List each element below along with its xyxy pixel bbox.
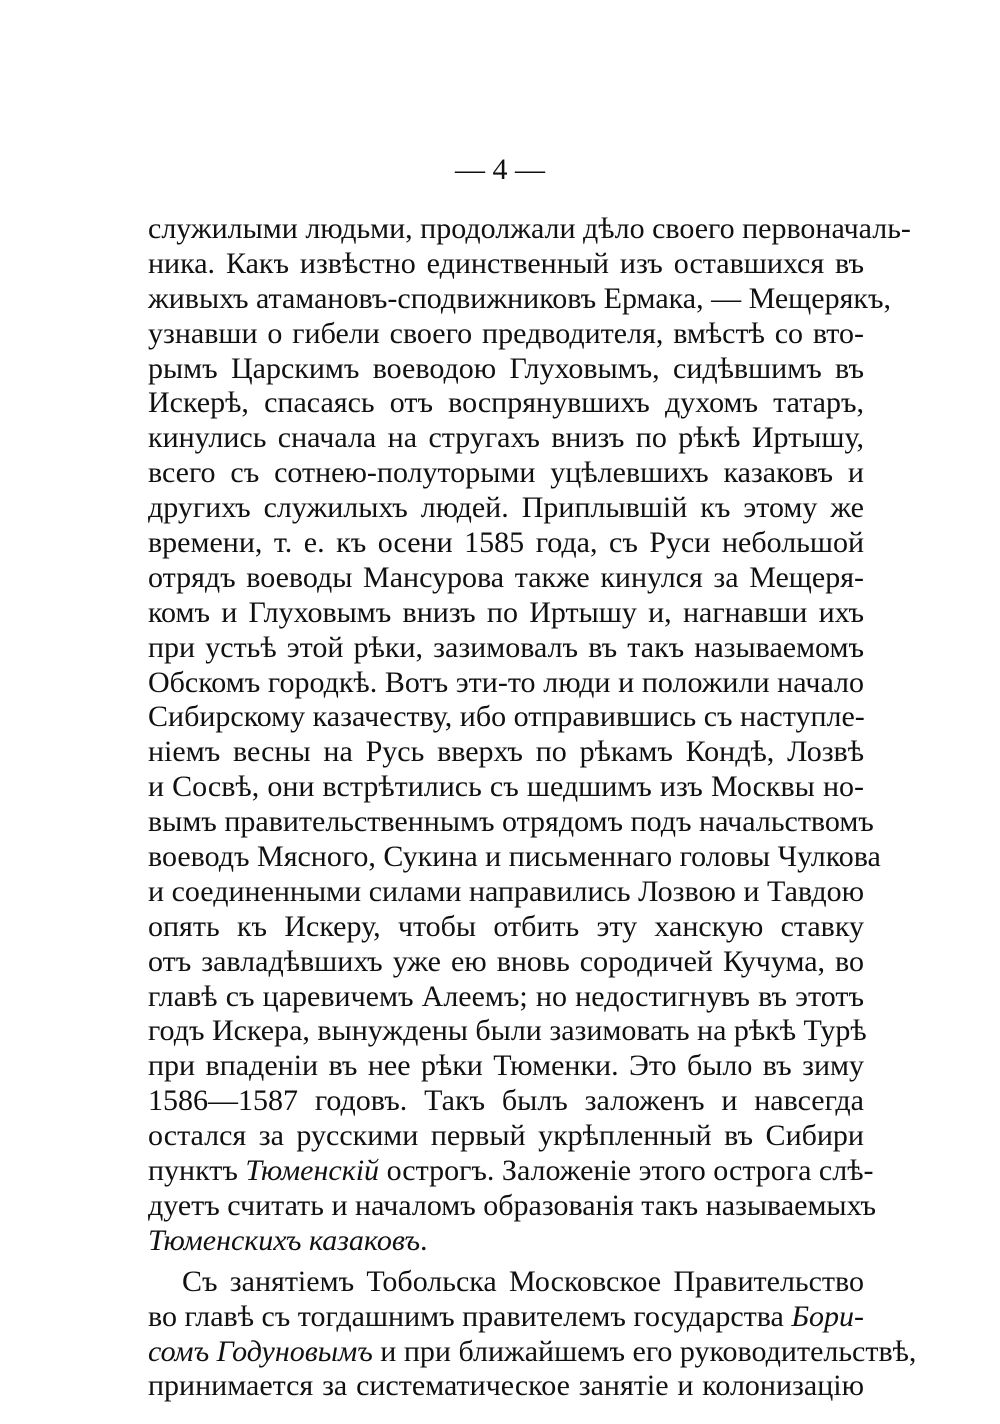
text-line: сомъ Годуновымъ и при ближайшемъ его руководительствѣ, xyxy=(148,1334,917,1368)
text-line: ніемъ весны на Русь вверхъ по рѣкамъ Кондѣ, Лозвѣ xyxy=(148,735,864,769)
text-line: комъ и Глуховымъ внизъ по Иртышу и, нагнавши ихъ xyxy=(148,595,864,629)
text-line: отрядъ воеводы Мансурова также кинулся за Мещеря- xyxy=(148,560,864,594)
text-line: опять къ Искеру, чтобы отбить эту ханскую ставку xyxy=(148,909,864,943)
text-line: узнавши о гибели своего предводителя, вмѣстѣ со вто- xyxy=(148,316,864,350)
text-line: 1586—1587 годовъ. Такъ былъ заложенъ и навсегда xyxy=(148,1084,864,1118)
text-line: Сибирскому казачеству, ибо отправившись съ наступле- xyxy=(148,700,865,734)
text-line: всего съ сотнею-полуторыми уцѣлевшихъ казаковъ и xyxy=(148,456,864,490)
text-line: при устьѣ этой рѣки, зазимовалъ въ такъ называемомъ xyxy=(148,630,864,664)
text-line: пунктъ Тюменскій острогъ. Заложеніе этого острога слѣ- xyxy=(148,1154,874,1188)
text-line: принимается за систематическое занятіе и колонизацію xyxy=(148,1369,864,1403)
text-line: и соединенными силами направились Лозвою и Тавдою xyxy=(148,874,864,908)
text-line: служилыми людьми, продолжали дѣло своего первоначаль- xyxy=(148,212,911,245)
body-text xyxy=(148,212,917,1404)
text-line: Обскомъ городкѣ. Вотъ эти-то люди и положили начало xyxy=(148,665,864,699)
text-line: Искерѣ, спасаясь отъ воспрянувшихъ духомъ татаръ, xyxy=(148,386,864,420)
text-line: времени, т. е. къ осени 1585 года, съ Руси небольшой xyxy=(148,526,864,560)
text-line: отъ завладѣвшихъ уже ею вновь сородичей Кучума, во xyxy=(148,944,864,978)
text-line: ника. Какъ извѣстно единственный изъ оставшихся въ xyxy=(148,246,864,280)
text-line: годъ Искера, вынуждены были зазимовать на рѣкѣ Турѣ xyxy=(148,1014,867,1048)
text-line: главѣ съ царевичемъ Алеемъ; но недостигнувъ въ этотъ xyxy=(148,979,864,1013)
text-line: рымъ Царскимъ воеводою Глуховымъ, сидѣвшимъ въ xyxy=(148,351,864,385)
text-line: живыхъ атамановъ-сподвижниковъ Ермака, — Мещерякъ, xyxy=(148,281,891,315)
text-line: во главѣ съ тогдашнимъ правителемъ государства Бори- xyxy=(148,1299,865,1333)
text-line: остался за русскими первый укрѣпленный въ Сибири xyxy=(148,1119,864,1153)
paragraph xyxy=(148,1264,917,1405)
text-line: вымъ правительственнымъ отрядомъ подъ начальствомъ xyxy=(148,805,874,839)
italic-term: Тюменскій xyxy=(245,1154,380,1188)
page-number: — 4 — xyxy=(455,153,545,186)
paragraph xyxy=(148,212,911,1259)
text-line: воеводъ Мясного, Сукина и письменнаго головы Чулкова xyxy=(148,840,881,874)
text-line: кинулись сначала на стругахъ внизъ по рѣкѣ Иртышу, xyxy=(148,421,864,455)
text-line: и Сосвѣ, они встрѣтились съ шедшимъ изъ Москвы но- xyxy=(148,770,864,804)
text-line: другихъ служилыхъ людей. Приплывшій къ этому же xyxy=(148,491,864,525)
text-line: при впаденіи въ нее рѣки Тюменки. Это было въ зиму xyxy=(148,1049,864,1083)
italic-term: Тюменскихъ казаковъ xyxy=(148,1223,421,1257)
text-line: дуетъ считать и началомъ образованія такъ называемыхъ xyxy=(148,1188,876,1222)
text-line: Съ занятіемъ Тобольска Московское Правительство xyxy=(182,1264,864,1298)
italic-term: сомъ Годуновымъ xyxy=(148,1334,373,1368)
italic-term: Бори- xyxy=(791,1299,865,1333)
text-line: Тюменскихъ казаковъ. xyxy=(148,1223,428,1257)
